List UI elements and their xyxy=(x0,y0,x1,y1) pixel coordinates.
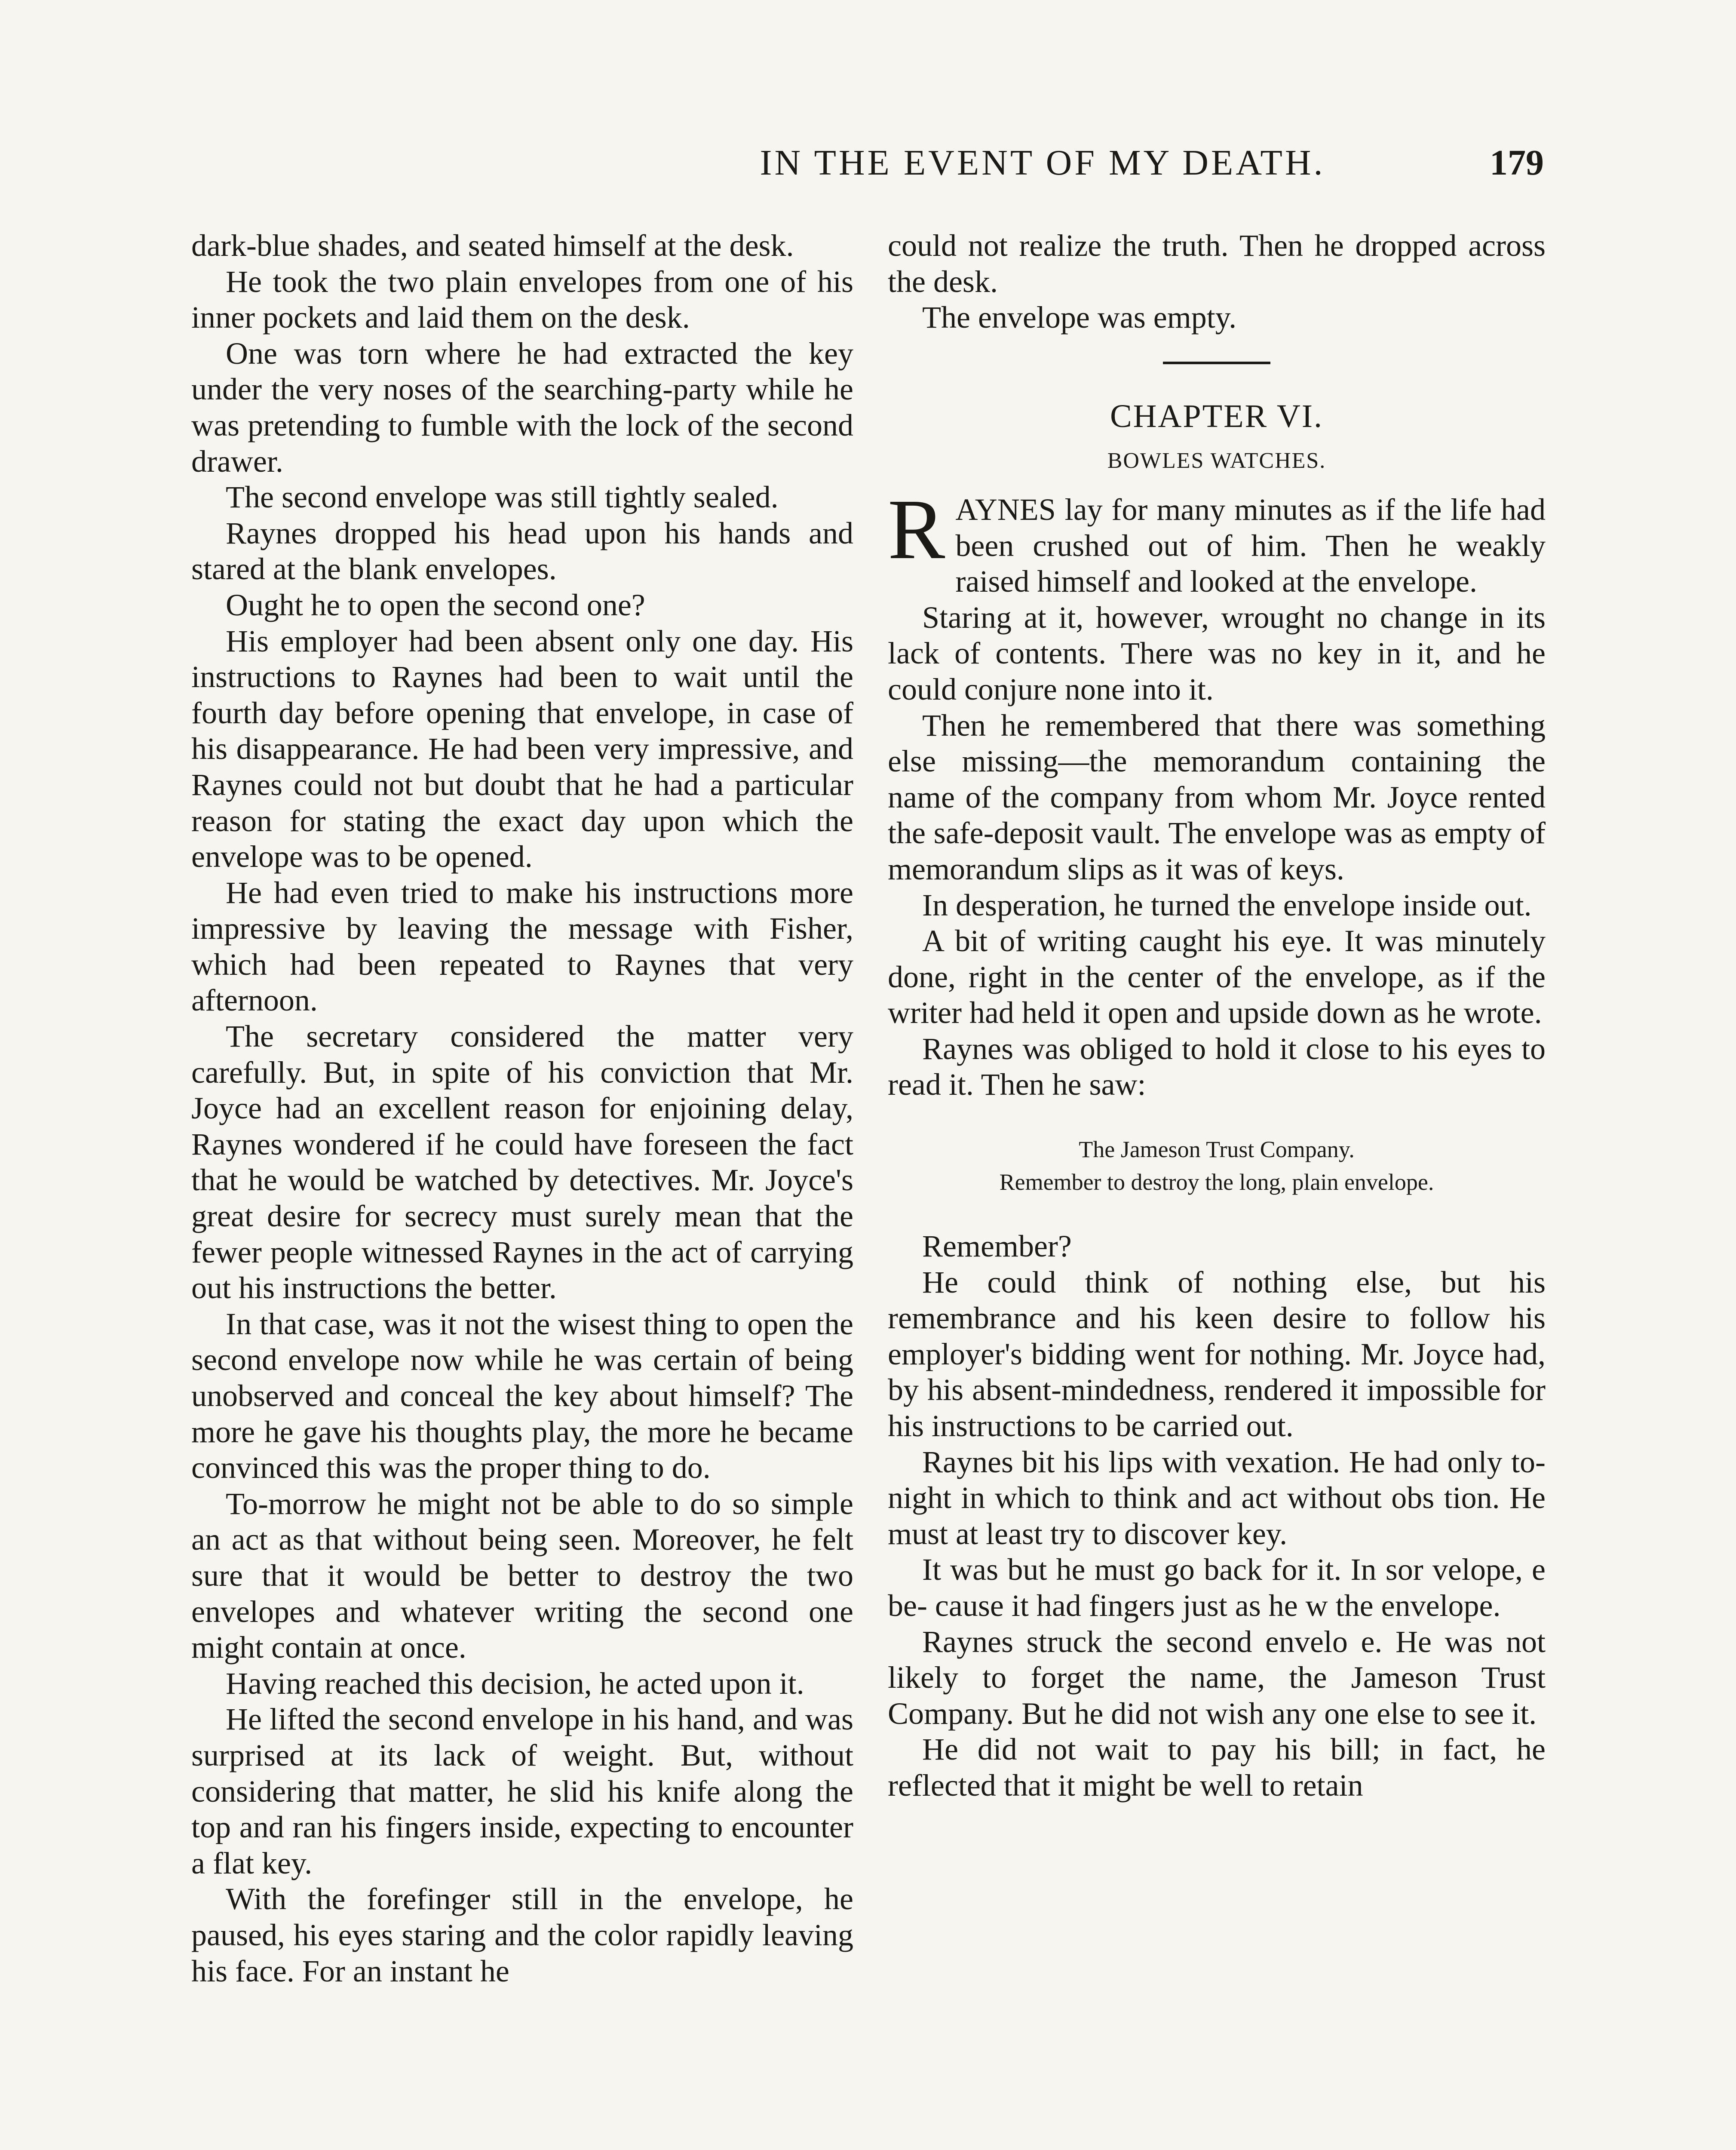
paragraph: With the forefinger still in the envelope, he paused, his eyes staring and the color rapidly leaving his face. For an instant he xyxy=(191,1882,853,1988)
paragraph: It was but he must go back for it. In sor velope, e be- cause it had fingers just as he w the envelope. xyxy=(888,1552,1546,1623)
paragraph: The envelope was empty. xyxy=(922,300,1237,335)
drop-cap: R xyxy=(888,482,945,577)
memo-line: Remember to destroy the long, plain envelope. xyxy=(999,1169,1434,1195)
chapter-opening-paragraph xyxy=(888,482,1546,600)
paragraph: dark-blue shades, and seated himself at the desk. xyxy=(191,228,794,263)
paragraph: Raynes struck the second envelo e. He was not likely to forget the name, the Jameson Trust Company. But he did not wish any one else to see it. xyxy=(888,1624,1546,1731)
paragraph: Raynes was obliged to hold it close to his eyes to read it. Then he saw: xyxy=(888,1031,1546,1102)
opening-text: AYNES lay for many minutes as if the life had been crushed out of him. Then he weakly raised himself and looked at the envelope. xyxy=(955,492,1546,599)
paragraph: One was torn where he had extracted the key under the very noses of the searching-party while he was pretending to fumble with the lock of the second drawer. xyxy=(191,336,853,479)
paragraph: Then he remembered that there was something else missing—the memorandum containing the name of the company from whom Mr. Joyce rented the safe-deposit vault. The envelope was as empty of memorandum slips as it was of keys. xyxy=(888,708,1546,886)
paragraph: Ought he to open the second one? xyxy=(226,587,645,622)
paragraph: The secretary considered the matter very carefully. But, in spite of his conviction that Mr. Joyce had an excellent reason for enjoining delay, Raynes wondered if he could have foreseen the fact that he would be watched by detectives. Mr. Joyce's great desire for secrecy must surely mean that the fewer people witnessed Raynes in the act of carrying out his instructions the better. xyxy=(191,1019,853,1305)
memo-quote xyxy=(888,1133,1546,1198)
paragraph: He took the two plain envelopes from one of his inner pockets and laid them on the desk. xyxy=(191,264,853,335)
paragraph: He could think of nothing else, but his remembrance and his keen desire to follow his employer's bidding went for nothing. Mr. Joyce had, by his absent-mindedness, rendered it impossible for his instructions to be carried out. xyxy=(888,1265,1546,1444)
paragraph: His employer had been absent only one day. His instructions to Raynes had been to wait until the fourth day before opening that envelope, in case of his disappearance. He had been very impressive, and Raynes could not but doubt that he had a particular reason for stating the exact day upon which the envelope was to be opened. xyxy=(191,624,853,874)
paragraph: In desperation, he turned the envelope inside out. xyxy=(922,888,1532,922)
paragraph: could not realize the truth. Then he dropped across the desk. xyxy=(888,228,1546,299)
paragraph: Staring at it, however, wrought no change in its lack of contents. There was no key in it, and he could conjure none into it. xyxy=(888,600,1546,706)
paragraph: Having reached this decision, he acted upon it. xyxy=(226,1666,804,1701)
paragraph: He lifted the second envelope in his hand, and was surprised at its lack of weight. But, without considering that matter, he slid his knife along the top and ran his fingers inside, expecting to encounter a flat key. xyxy=(191,1702,853,1880)
chapter-subtitle: BOWLES WATCHES. xyxy=(1107,448,1326,473)
paragraph: In that case, was it not the wisest thing to open the second envelope now while he was certain of being unobserved and conceal the key about himself? The more he gave his thoughts play, the more he became convinced this was the proper thing to do. xyxy=(191,1306,853,1485)
right-column xyxy=(888,228,1546,1804)
paragraph: The second envelope was still tightly sealed. xyxy=(226,480,779,515)
memo-line: The Jameson Trust Company. xyxy=(1079,1136,1355,1163)
paragraph: Raynes dropped his head upon his hands and stared at the blank envelopes. xyxy=(191,516,853,587)
paragraph: He did not wait to pay his bill; in fact, he reflected that it might be well to retain xyxy=(888,1732,1546,1803)
left-column xyxy=(191,228,853,1989)
paragraph: Raynes bit his lips with vexation. He had only to-night in which to think and act without obs tion. He must at least try to discover key. xyxy=(888,1444,1546,1551)
paragraph: Remember? xyxy=(922,1229,1072,1264)
chapter-title: CHAPTER VI. xyxy=(1110,398,1324,434)
running-header: IN THE EVENT OF MY DEATH. xyxy=(760,143,1325,183)
section-divider xyxy=(1163,362,1270,364)
paragraph: He had even tried to make his instructions more impressive by leaving the message with Fisher, which had been repeated to Raynes that very afternoon. xyxy=(191,875,853,1018)
page-number: 179 xyxy=(1490,143,1544,183)
paragraph: To-morrow he might not be able to do so simple an act as that without being seen. Moreover, he felt sure that it would be better to destroy the two envelopes and whatever writing the second one might contain at once. xyxy=(191,1486,853,1665)
paragraph: A bit of writing caught his eye. It was minutely done, right in the center of the envelope, as if the writer had held it open and upside down as he wrote. xyxy=(888,924,1546,1030)
